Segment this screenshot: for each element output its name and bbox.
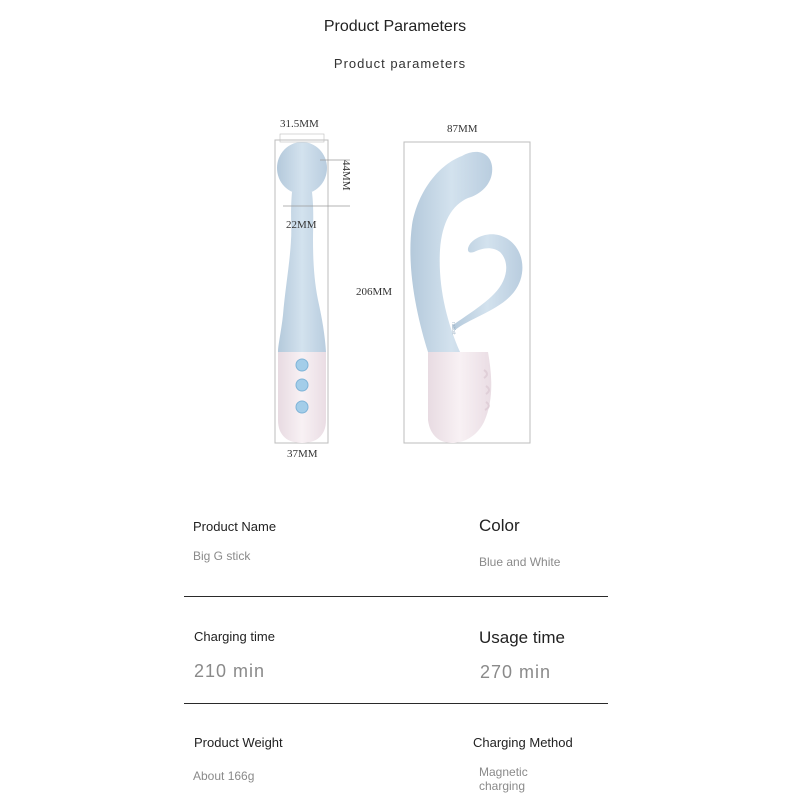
charging-method-value: Magnetic charging bbox=[479, 765, 528, 793]
dim-left-neck-width: 22MM bbox=[286, 219, 317, 231]
dim-left-head-height: 44MM bbox=[340, 160, 352, 191]
button-icon bbox=[296, 379, 308, 391]
page-subtitle: Product parameters bbox=[333, 56, 467, 71]
product-name-value: Big G stick bbox=[193, 549, 251, 563]
divider bbox=[184, 703, 608, 704]
usage-time-label: Usage time bbox=[479, 628, 565, 647]
dim-left-top-width: 31.5MM bbox=[280, 118, 319, 130]
usage-time-value: 270 min bbox=[480, 662, 552, 682]
left-product-head bbox=[277, 142, 327, 194]
charging-method-label: Charging Method bbox=[473, 735, 573, 750]
product-name-label: Product Name bbox=[193, 519, 277, 534]
left-product bbox=[275, 134, 350, 443]
divider bbox=[184, 596, 608, 597]
button-icon bbox=[296, 359, 308, 371]
product-weight-label: Product Weight bbox=[194, 735, 283, 750]
dim-right-height: 206MM bbox=[356, 286, 393, 298]
charging-time-label: Charging time bbox=[194, 629, 275, 644]
left-product-shaft bbox=[278, 192, 326, 352]
color-value: Blue and White bbox=[479, 555, 561, 569]
button-icon bbox=[296, 401, 308, 413]
dim-right-width: 87MM bbox=[447, 123, 478, 135]
color-label: Color bbox=[479, 516, 520, 535]
right-product bbox=[404, 142, 530, 443]
dim-left-base-width: 37MM bbox=[287, 448, 318, 460]
product-weight-value: About 166g bbox=[193, 769, 255, 783]
right-product-curl bbox=[452, 234, 522, 330]
page-title: Product Parameters bbox=[323, 18, 467, 35]
right-product-handle bbox=[428, 352, 491, 443]
brand-mark: rabbit bbox=[450, 322, 456, 335]
charging-time-value: 210 min bbox=[194, 661, 266, 681]
